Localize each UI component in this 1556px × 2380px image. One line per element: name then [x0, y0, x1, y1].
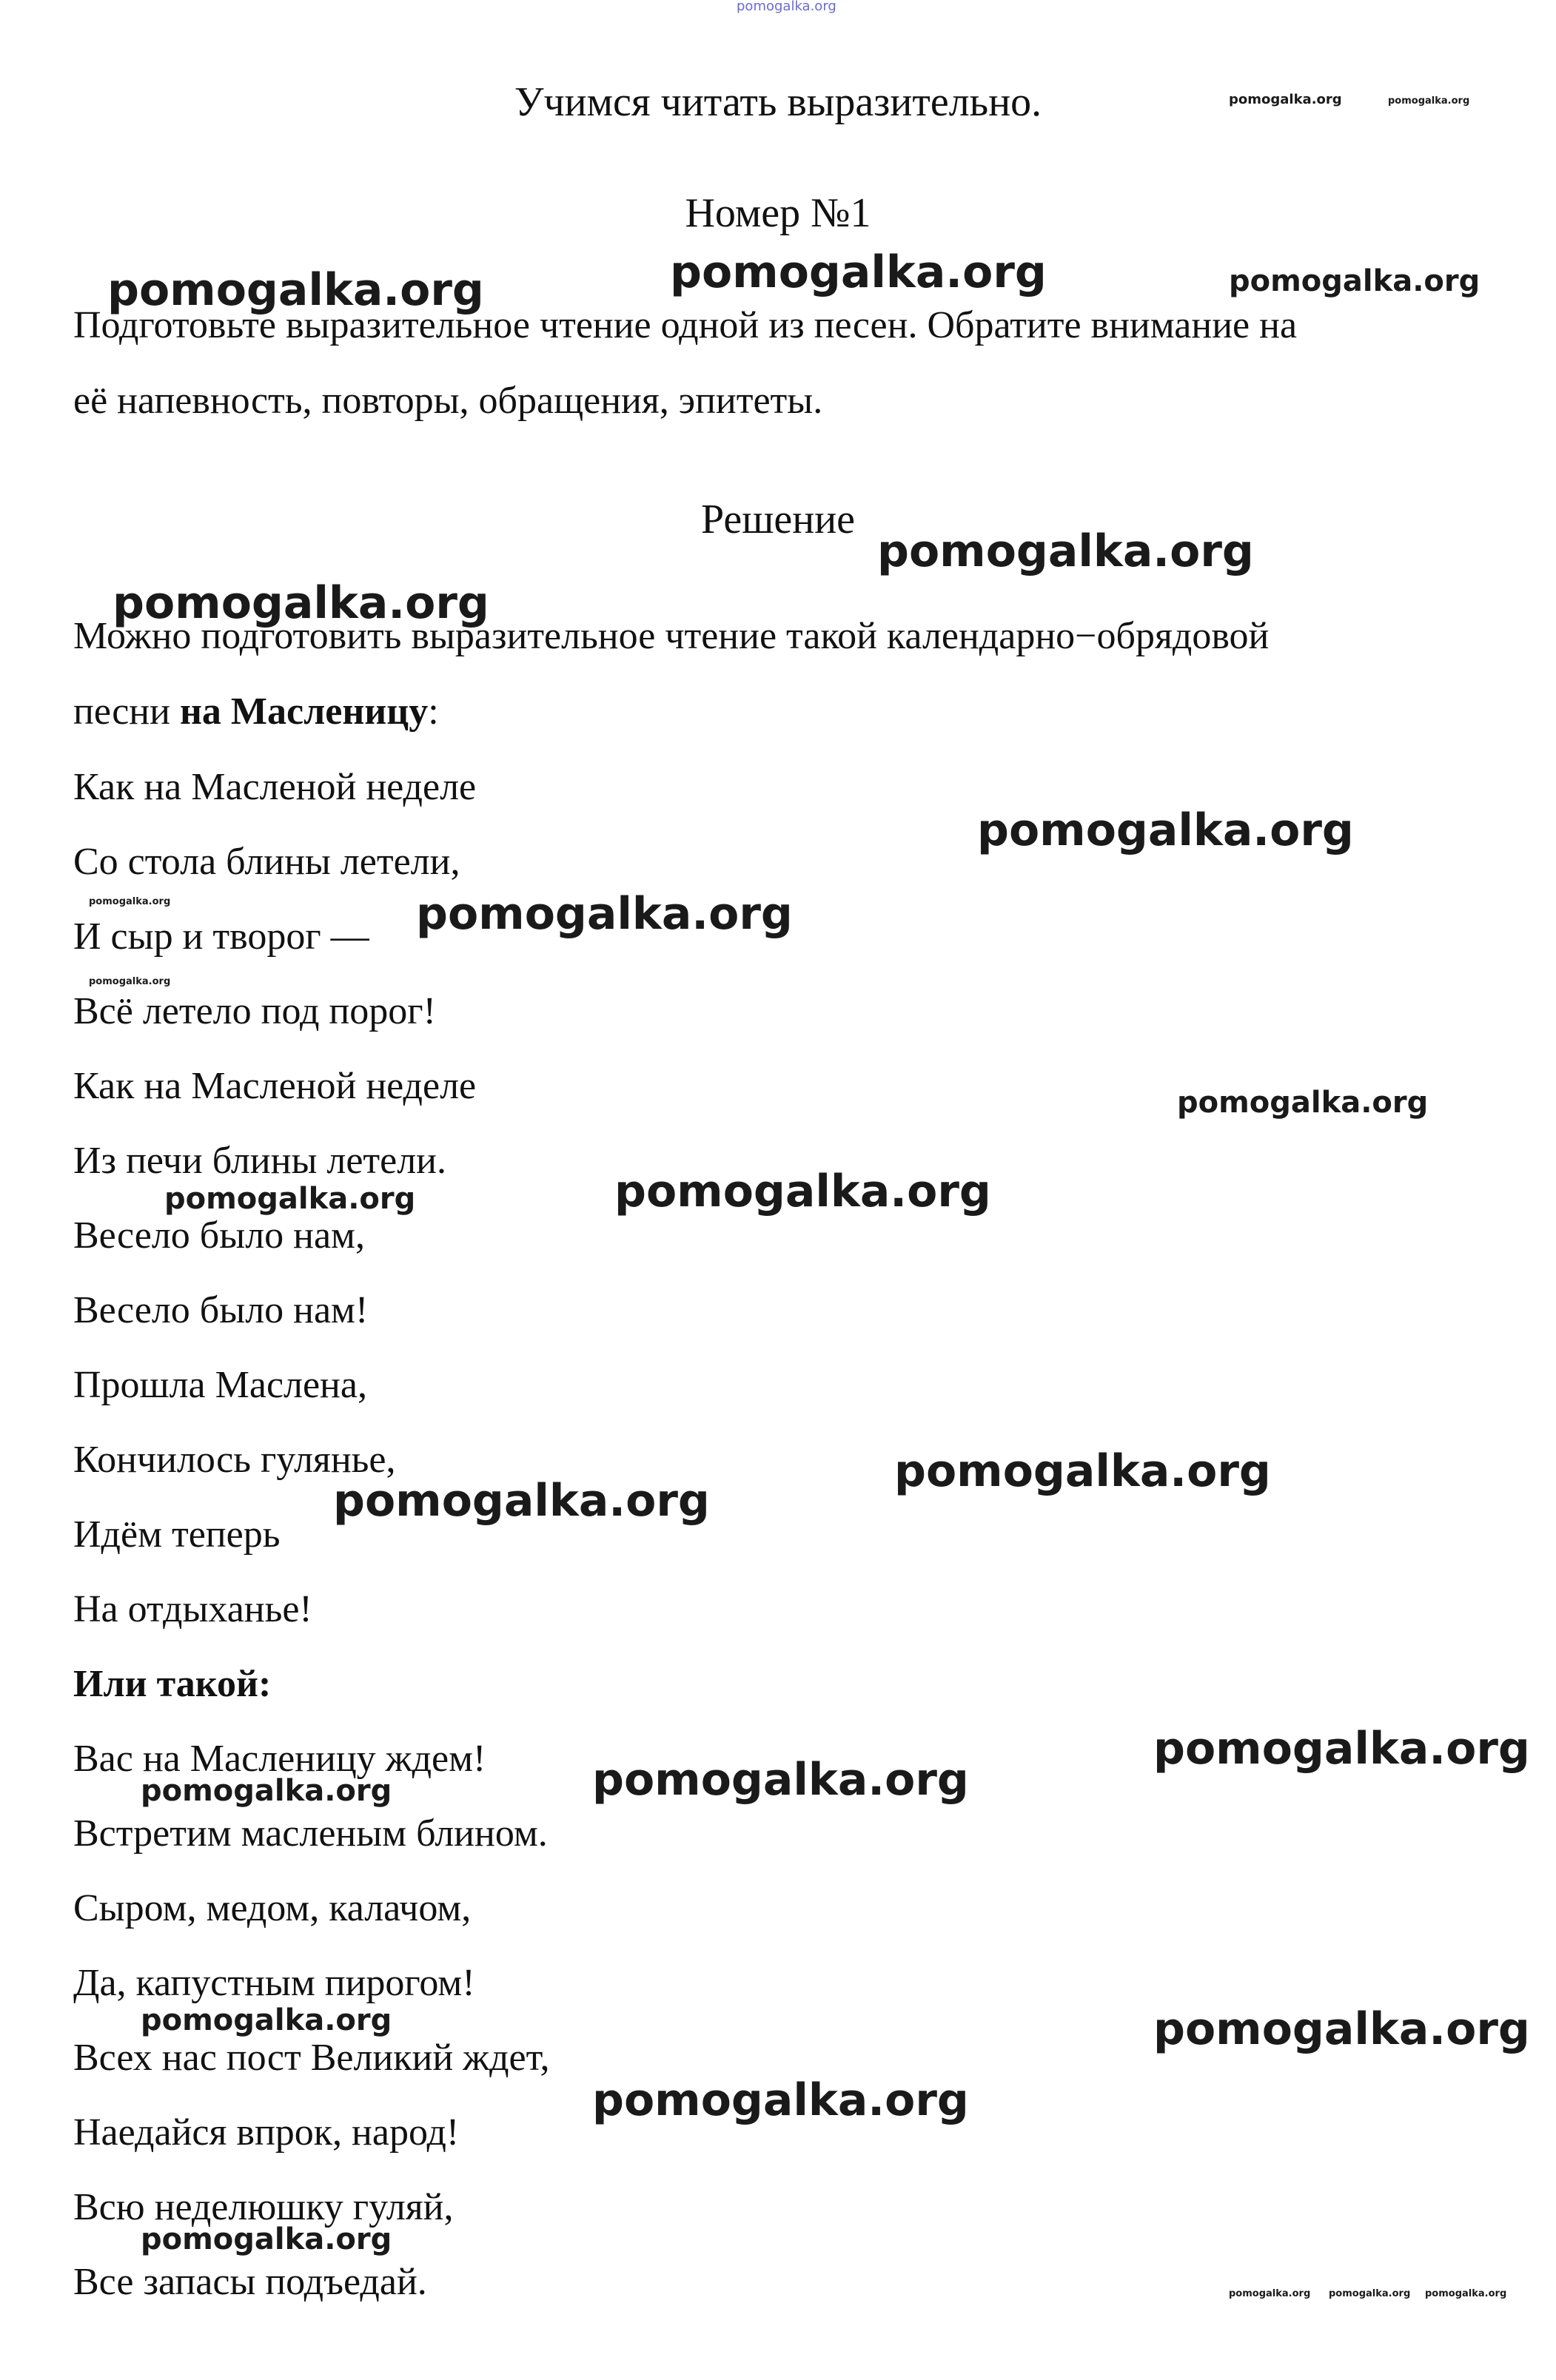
- watermark: pomogalka.org: [89, 976, 171, 987]
- solution-heading: Решение: [700, 497, 856, 542]
- intro-prefix: песни: [73, 690, 180, 733]
- song1-line: Из печи блины летели.: [73, 1140, 447, 1182]
- song1-line: Весело было нам!: [73, 1289, 369, 1331]
- watermark: pomogalka.org: [1329, 2288, 1411, 2299]
- watermark: pomogalka.org: [614, 1166, 991, 1217]
- watermark: pomogalka.org: [894, 1445, 1271, 1497]
- song2-line: Все запасы подъедай.: [73, 2261, 427, 2303]
- song1-line: Всё летело под порог!: [73, 990, 436, 1032]
- song1-line: Как на Масленой неделе: [73, 1065, 477, 1107]
- intro-text-line-1: Можно подготовить выразительное чтение такой календарно−обрядовой: [73, 615, 1270, 657]
- watermark: pomogalka.org: [592, 1754, 969, 1806]
- watermark: pomogalka.org: [1153, 2003, 1530, 2055]
- intro-bold: на Масленицу: [179, 690, 429, 733]
- watermark: pomogalka.org: [333, 1475, 710, 1527]
- watermark: pomogalka.org: [141, 2003, 392, 2037]
- watermark: pomogalka.org: [1177, 1086, 1429, 1120]
- song1-line: На отдыханье!: [73, 1588, 312, 1630]
- song1-line: Идём теперь: [73, 1513, 281, 1556]
- watermark: pomogalka.org: [1153, 1723, 1530, 1775]
- watermark: pomogalka.org: [416, 888, 793, 940]
- watermark: pomogalka.org: [1229, 92, 1342, 107]
- watermark: pomogalka.org: [737, 0, 836, 14]
- song2-line: Всю неделюшку гуляй,: [73, 2186, 454, 2228]
- watermark: pomogalka.org: [107, 264, 484, 316]
- song2-line: Сыром, медом, калачом,: [73, 1887, 472, 1929]
- song1-line: Как на Масленой неделе: [73, 766, 477, 808]
- watermark: pomogalka.org: [1425, 2288, 1507, 2299]
- or-label: Или такой:: [73, 1663, 272, 1705]
- song1-line: Со стола блины летели,: [73, 841, 460, 883]
- intro-text-line-2: [73, 690, 439, 734]
- watermark: pomogalka.org: [592, 2074, 969, 2126]
- song1-line: И сыр и творог —: [73, 915, 369, 958]
- watermark: pomogalka.org: [113, 577, 489, 629]
- watermark: pomogalka.org: [877, 525, 1254, 577]
- watermark: pomogalka.org: [164, 1182, 416, 1216]
- song2-line: Да, капустным пирогом!: [73, 1962, 475, 2004]
- song1-line: Весело было нам,: [73, 1214, 365, 1257]
- song2-line: Наедайся впрок, народ!: [73, 2111, 460, 2154]
- watermark: pomogalka.org: [89, 896, 171, 907]
- song2-line: Вас на Масленицу ждем!: [73, 1738, 486, 1780]
- song2-line: Всех нас пост Великий ждет,: [73, 2037, 550, 2079]
- number-heading: Номер №1: [685, 190, 871, 236]
- task-text-line-2: её напевность, повторы, обращения, эпитеты.: [73, 380, 823, 422]
- intro-suffix: :: [428, 690, 439, 733]
- watermark: pomogalka.org: [670, 246, 1047, 298]
- task-text-line-1: Подготовьте выразительное чтение одной из песен. Обратите внимание на: [73, 304, 1298, 346]
- watermark: pomogalka.org: [1388, 95, 1470, 107]
- song2-line: Встретим масленым блином.: [73, 1812, 548, 1855]
- watermark: pomogalka.org: [141, 1774, 392, 1808]
- watermark: pomogalka.org: [977, 804, 1354, 856]
- watermark: pomogalka.org: [141, 2222, 392, 2256]
- watermark: pomogalka.org: [1229, 2288, 1311, 2299]
- song1-line: Кончилось гулянье,: [73, 1439, 396, 1481]
- page-title: Учимся читать выразительно.: [514, 79, 1042, 125]
- song1-line: Прошла Маслена,: [73, 1364, 367, 1406]
- watermark: pomogalka.org: [1229, 264, 1480, 298]
